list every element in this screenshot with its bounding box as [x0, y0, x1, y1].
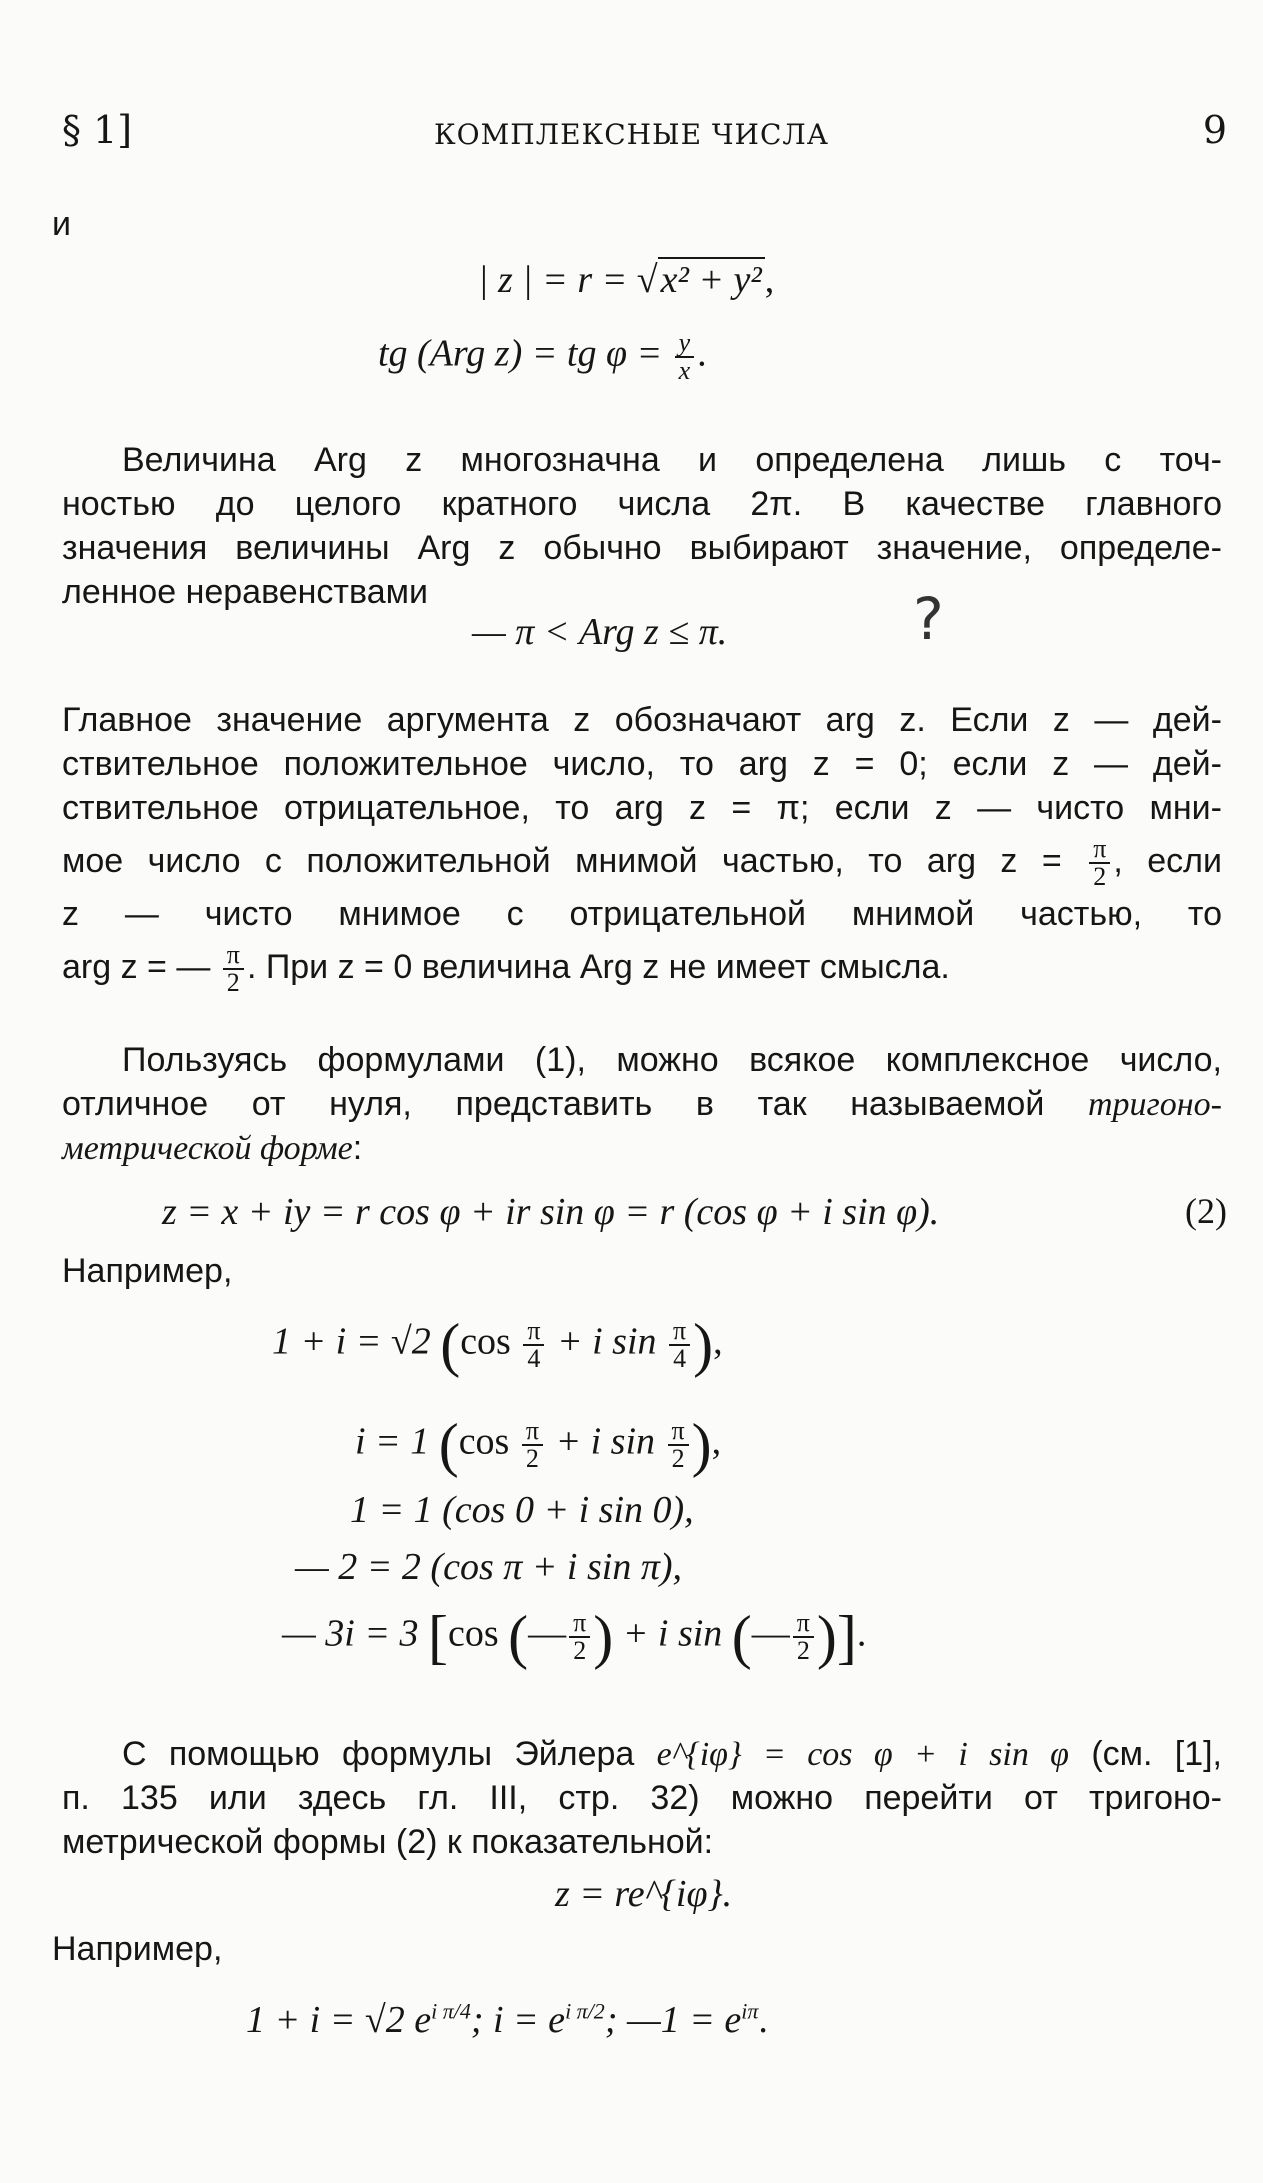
para2-fraction-line-2: arg z = — $\frac{\pi}{2}$ . При z = 0 величина Arg z не имеет смысла.	[62, 940, 950, 998]
handwritten-question-mark: ?	[913, 585, 944, 653]
example-label-2: Например,	[52, 1930, 223, 1968]
example-label-1: Например,	[62, 1252, 233, 1290]
example-eq-4: — 2 = 2 (cos π + i sin π),	[295, 1546, 683, 1588]
inequality: — π < Arg z ≤ π.	[472, 611, 728, 653]
example-eq-5: — 3i = 3 [cos (— $\frac{\pi}{2}$ ) + i sin (— $\frac{\pi}{2}$ )].	[282, 1604, 867, 1670]
equation-2-number: (2)	[1185, 1191, 1227, 1231]
equation-2: z = x + iy = r cos φ + ir sin φ = r (cos φ + i sin φ).	[162, 1191, 940, 1233]
example-eq-1: 1 + i = √2 (cos $\frac{\pi}{4}$ + i sin $\frac{\pi}{4}$ ),	[272, 1312, 723, 1378]
paragraph-3: Пользуясь формулами (1), можно всякое комплексное число, отличное от нуля, представить в так называемой тригоно- метрической форме:	[62, 1041, 1222, 1167]
paragraph-2: Главное значение аргумента z обозначают arg z. Если z — дей- ствительное положительное число, то arg z = 0; если z — дей- ствительное отрицательное, то arg z = π; если z — чисто мни- мое число с положительной мнимой частью, то arg z = $\frac{\pi}{2}$ , если z — чисто мнимое с отрицательной мнимой частью, то arg z = — $\frac{\pi}{2}$ . При z = 0 величина Arg z не имеет смысла.	[62, 701, 1222, 998]
equation-modulus: | z | = r = √x² + y²,	[478, 259, 775, 301]
section-label: § 1]	[62, 108, 133, 152]
intro-word: и	[52, 205, 71, 243]
equation-tangent: tg (Arg z) = tg φ = $\frac{y}{x}$ .	[378, 328, 707, 385]
example-eq-3: 1 = 1 (cos 0 + i sin 0),	[350, 1489, 694, 1531]
exponential-examples: 1 + i = √2 $e^{i \pi/4}$; $i = e^{i \pi/2}$; —1 = $e^{i\pi}$.	[246, 1998, 768, 2041]
para2-fraction-line-1: мое число с положительной мнимой частью, то arg z = $\frac{\pi}{2}$ , если	[62, 834, 1222, 892]
exponential-form: z = re^{iφ}.	[555, 1873, 733, 1915]
paragraph-1: Величина Arg z многозначна и определена лишь с точ- ностью до целого кратного числа 2π. В качестве главного значения величины Arg z обычно выбирают значение, определе- ленное неравенствами	[62, 441, 1222, 611]
paragraph-4: С помощью формулы Эйлера e^{iφ} = cos φ + i sin φ (см. [1], п. 135 или здесь гл. III, стр. 32) можно перейти от тригоно- метрической формы (2) к показательной:	[62, 1735, 1223, 1861]
example-eq-2: i = 1 (cos $\frac{\pi}{2}$ + i sin $\frac{\pi}{2}$ ),	[355, 1412, 722, 1478]
running-title: КОМПЛЕКСНЫЕ ЧИСЛА	[434, 118, 829, 151]
page-number: 9	[1202, 108, 1227, 152]
